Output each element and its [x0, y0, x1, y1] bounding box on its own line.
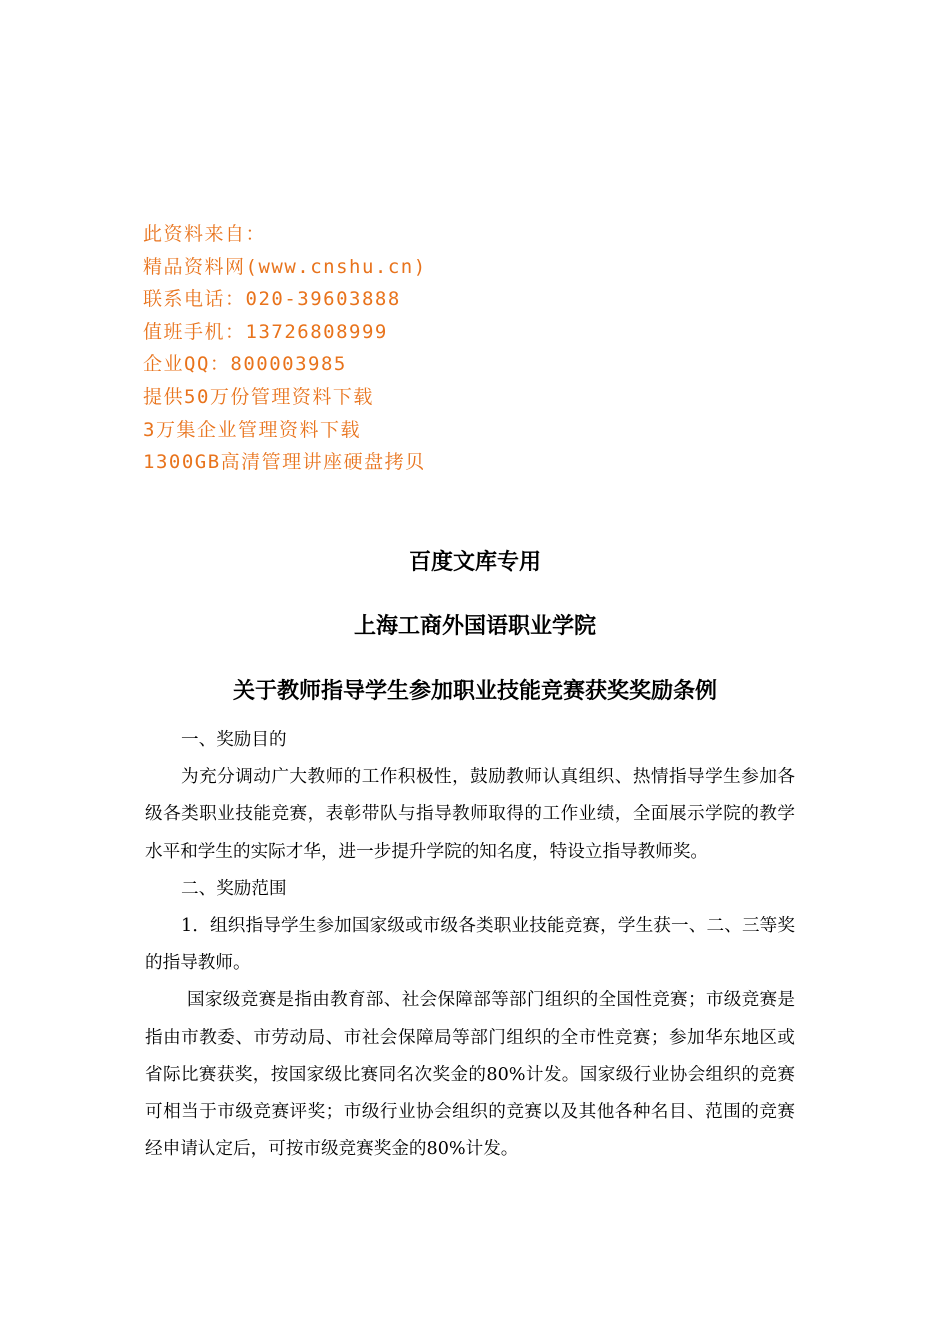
promo-qq: 企业QQ：800003985: [143, 353, 347, 376]
baidu-title: 百度文库专用: [408, 549, 541, 575]
document-body: [145, 722, 795, 1168]
section-paragraph-purpose: 为充分调动广大教师的工作积极性，鼓励教师认真组织、热情指导学生参加各级各类职业技能竞赛，表彰带队与指导教师取得的工作业绩，全面展示学院的教学水平和学生的实际才华，进一步提升学院的知名度，特设立指导教师奖。: [145, 767, 795, 862]
promo-block: [143, 218, 743, 479]
promo-phone: 联系电话：020-39603888: [143, 288, 401, 311]
promo-offer-2: 3万集企业管理资料下载: [143, 418, 361, 441]
section-heading-purpose: 一、奖励目的: [181, 730, 287, 750]
promo-offer-3: 1300GB高清管理讲座硬盘拷贝: [143, 451, 426, 474]
promo-source-label: 此资料来自：: [143, 223, 267, 245]
promo-mobile: 值班手机：13726808999: [143, 320, 388, 343]
promo-offer-1: 提供50万份管理资料下载: [143, 385, 374, 408]
scope-item-1-note: 国家级竞赛是指由教育部、社会保障部等部门组织的全国性竞赛；市级竞赛是指由市教委、市劳动局、市社会保障局等部门组织的全市性竞赛；参加华东地区或省际比赛获奖，按国家级比赛同名次奖金的80%计发。国家级行业协会组织的竞赛可相当于市级竞赛评奖；市级行业协会组织的竞赛以及其他各种名目、范围的竞赛经申请认定后，可按市级竞赛奖金的80%计发。: [145, 990, 795, 1160]
promo-website: 精品资料网(www.cnshu.cn): [143, 255, 427, 278]
regulation-title: 关于教师指导学生参加职业技能竞赛获奖奖励条例: [232, 678, 717, 704]
section-heading-scope: 二、奖励范围: [181, 878, 287, 899]
scope-item-1: 1．组织指导学生参加国家级或市级各类职业技能竞赛，学生获一、二、三等奖的指导教师。: [145, 916, 795, 974]
school-title: 上海工商外国语职业学院: [353, 613, 596, 639]
